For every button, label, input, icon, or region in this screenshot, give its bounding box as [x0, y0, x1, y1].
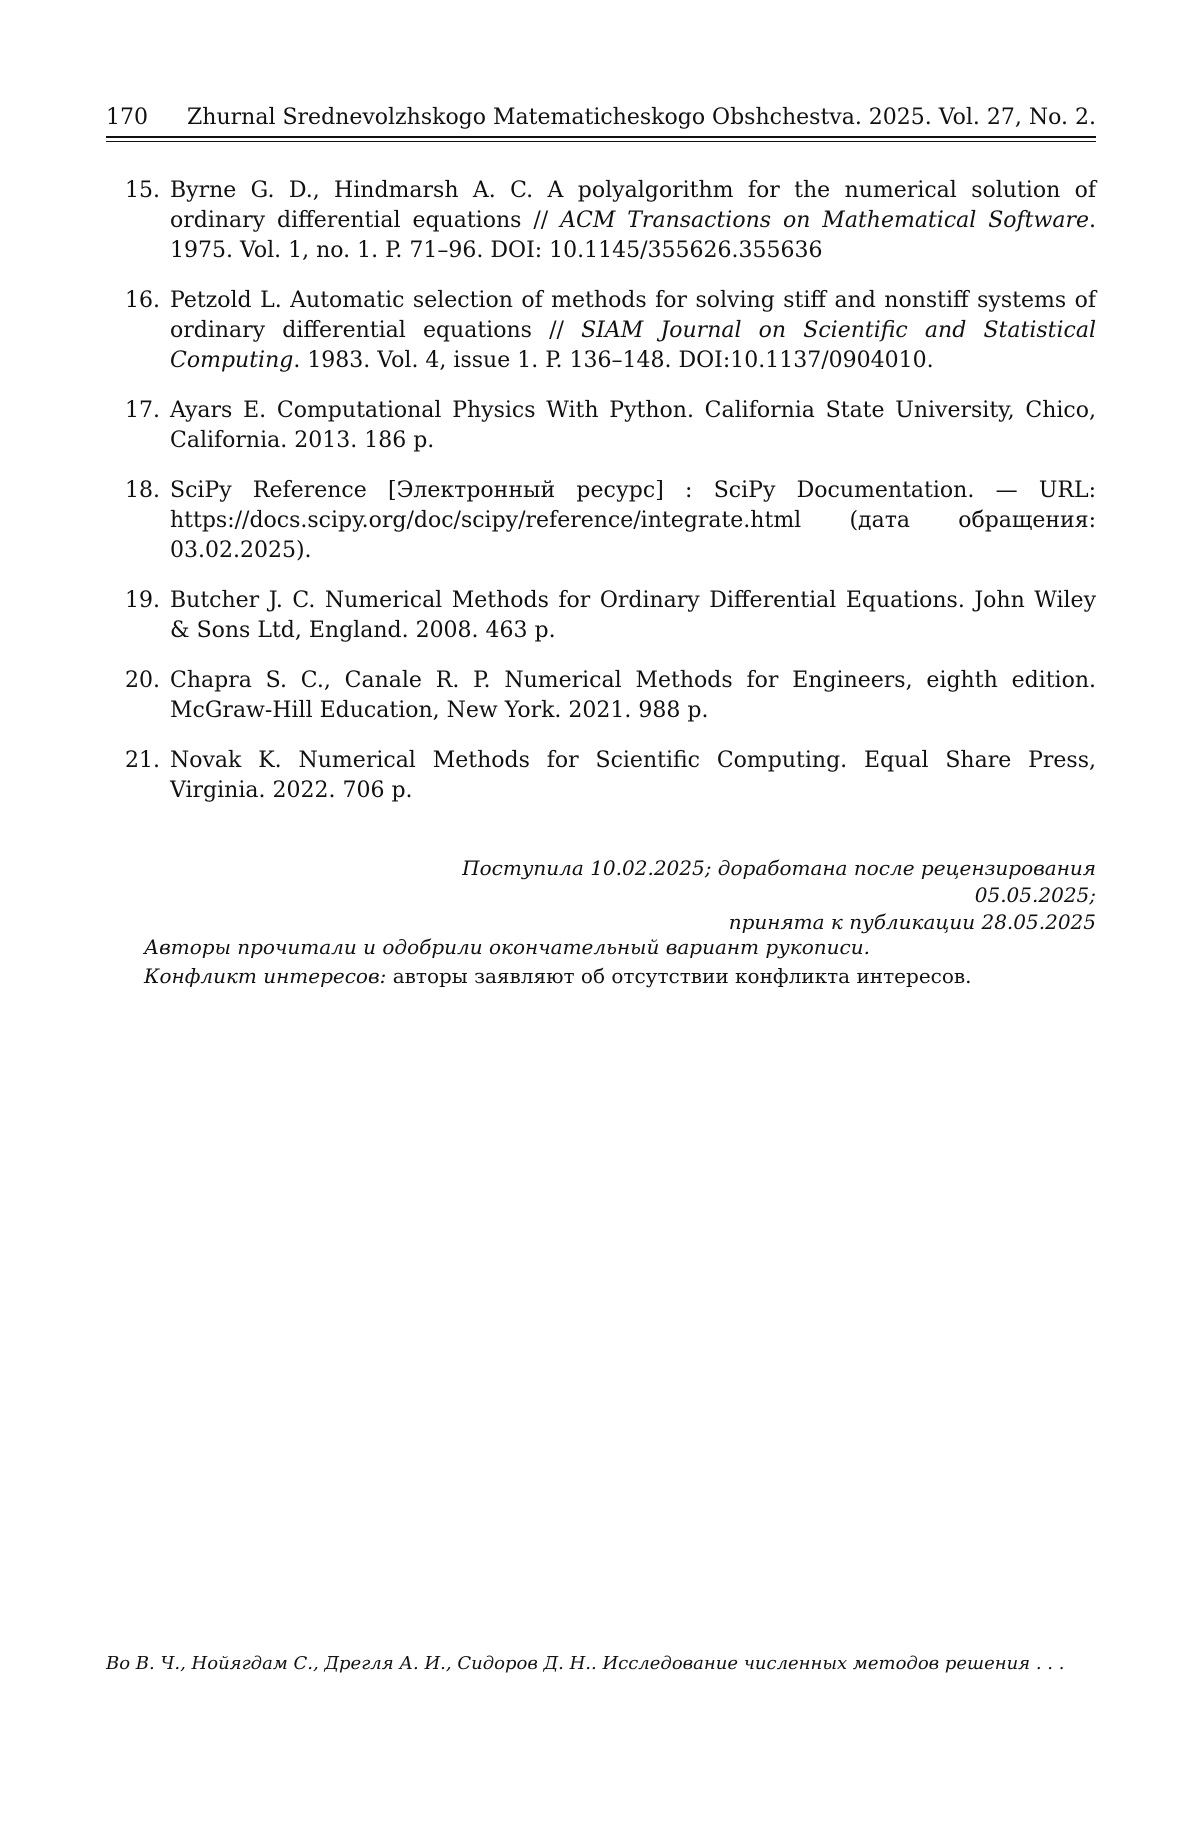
reference-item-18	[106, 476, 1096, 566]
reference-item-15	[106, 176, 1096, 266]
header-rule-thin	[106, 141, 1096, 142]
author-statements	[144, 933, 1096, 991]
received-line-2: принята к публикации 28.05.2025	[728, 910, 1096, 934]
reference-journal: SIAM Journal on Scientific and Statistical Computing	[170, 318, 1097, 373]
running-head	[106, 104, 1096, 132]
reference-journal: ACM Transactions on Mathematical Software	[560, 208, 1089, 233]
header-rule-thick	[106, 136, 1096, 138]
reference-text: Butcher J. C. Numerical Methods for Ordinary Differential Equations. John Wiley & Sons Ltd, England. 2008. 463 p.	[170, 588, 1096, 643]
reference-item-20	[106, 666, 1096, 726]
reference-number: 17.	[125, 398, 160, 423]
page-number: 170	[106, 105, 148, 130]
reference-number: 20.	[125, 668, 160, 693]
reference-number: 21.	[125, 748, 160, 773]
reference-text: Byrne G. D., Hindmarsh A. C. A polyalgorithm for the numerical solution of ordinary differential equations // ACM Transactions on Mathematical Software. 1975. Vol. 1, no. 1. P. 71–96. DOI: 10.1145/355626.355636	[170, 178, 1096, 263]
running-footer: Во В. Ч., Нойягдам С., Дрегля А. И., Сидоров Д. Н.. Исследование численных методов решения . . .	[106, 1653, 1065, 1674]
journal-title: Zhurnal Srednevolzhskogo Matematicheskogo Obshchestva. 2025. Vol. 27, No. 2.	[187, 105, 1096, 130]
reference-text: Petzold L. Automatic selection of methods for solving stiff and nonstiff systems of ordinary differential equations // SIAM Journal on Scientific and Statistical Computing. 1983. Vol. 4, issue 1. P. 136–148. DOI:10.1137/0904010.	[170, 288, 1097, 373]
conflict-text: авторы заявляют об отсутствии конфликта интересов.	[386, 964, 972, 988]
reference-item-19	[106, 586, 1096, 646]
conflict-of-interest-statement	[144, 962, 1096, 991]
reference-text: Ayars E. Computational Physics With Python. California State University, Chico, California. 2013. 186 p.	[170, 398, 1096, 453]
reference-item-16	[106, 286, 1096, 376]
reference-text: Chapra S. C., Canale R. P. Numerical Methods for Engineers, eighth edition. McGraw-Hill Education, New York. 2021. 988 p.	[170, 668, 1096, 723]
received-dates	[340, 855, 1096, 936]
reference-text: SciPy Reference [Электронный ресурс] : SciPy Documentation. — URL: https://docs.scipy.org/doc/scipy/reference/integrate.html (дата обращения: 03.02.2025).	[170, 478, 1096, 563]
received-line-1: Поступила 10.02.2025; доработана после рецензирования 05.05.2025;	[462, 856, 1096, 907]
reference-number: 16.	[125, 288, 160, 313]
reference-number: 18.	[125, 478, 160, 503]
reference-number: 19.	[125, 588, 160, 613]
conflict-label: Конфликт интересов:	[144, 964, 387, 988]
reference-list	[106, 176, 1096, 826]
reference-number: 15.	[125, 178, 160, 203]
reference-item-21	[106, 746, 1096, 806]
reference-item-17	[106, 396, 1096, 456]
reference-text: Novak K. Numerical Methods for Scientific Computing. Equal Share Press, Virginia. 2022. 706 p.	[170, 748, 1096, 803]
authors-approved-statement: Авторы прочитали и одобрили окончательный вариант рукописи.	[144, 935, 870, 959]
